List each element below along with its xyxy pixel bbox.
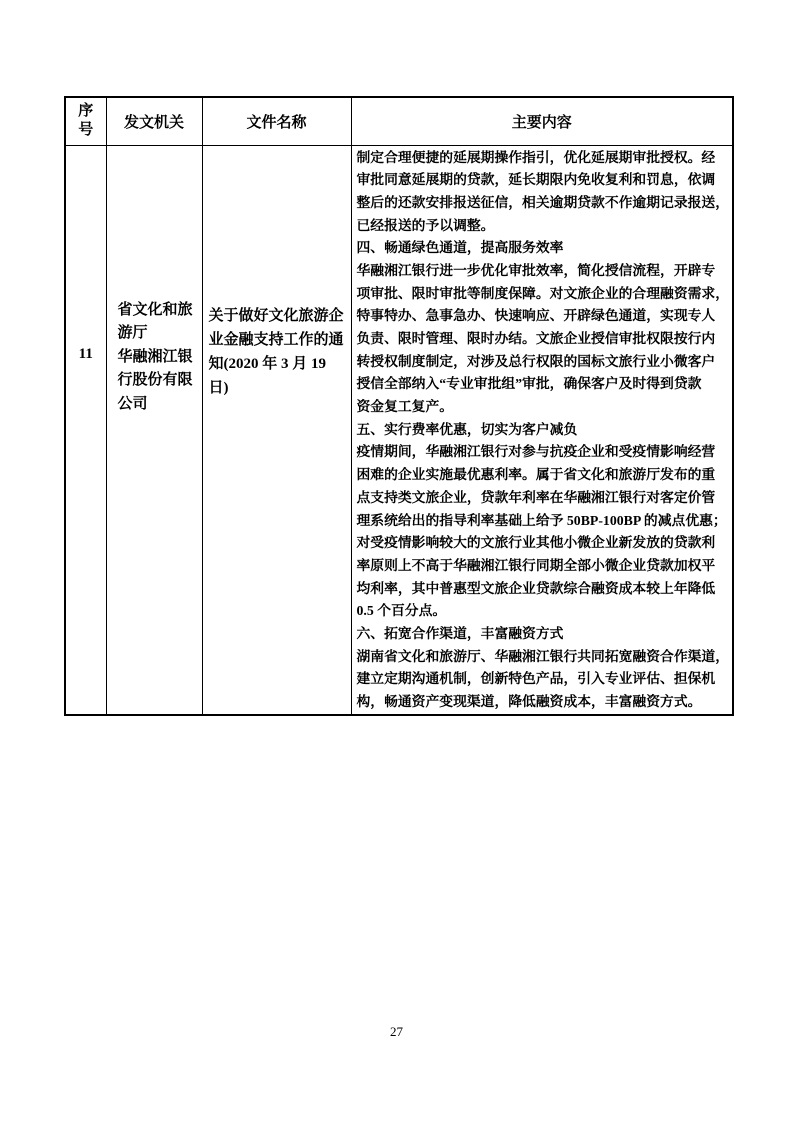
agency-text <box>118 299 200 417</box>
text-line: 省文化和旅 <box>117 301 193 318</box>
text-line: 率原则上不高于华融湘江银行同期全部小微企业贷款加权平 <box>356 557 716 573</box>
text-line: 资金复工复产。 <box>356 399 454 415</box>
text-line: 理系统给出的指导利率基础上给予 50BP-100BP 的减点优惠； <box>356 512 727 528</box>
cell-main-content <box>351 145 733 715</box>
cell-doc-name <box>202 145 351 715</box>
text-line: 转授权制度制定，对涉及总行权限的国标文旅行业小微客户 <box>356 353 716 369</box>
text-line: 均利率，其中普惠型文旅企业贷款综合融资成本较上年降低 <box>356 580 716 596</box>
text-line: 困难的企业实施最优惠利率。属于省文化和旅游厅发布的重 <box>356 467 716 483</box>
text-line: 知(2020 年 3 月 19 日) <box>208 355 326 396</box>
text-line: 对受疫情影响较大的文旅行业其他小微企业新发放的贷款利 <box>356 535 716 551</box>
text-line: 公司 <box>117 395 148 412</box>
header-cell-agency: 发文机关 <box>106 97 202 145</box>
text-line: 四、畅通绿色通道，提高服务效率 <box>356 240 564 256</box>
text-line: 特事特办、急事急办、快速响应、开辟绿色通道，实现专人 <box>356 308 716 324</box>
text-line: 构，畅通资产变现渠道，降低融资成本，丰富融资方式。 <box>356 694 702 709</box>
text-line: 建立定期沟通机制，创新特色产品，引入专业评估、担保机 <box>356 671 716 687</box>
text-line: 关于做好文化旅游企 <box>208 307 344 324</box>
header-cell-main-content: 主要内容 <box>351 97 733 145</box>
text-line: 制定合理便捷的延展期操作指引，优化延展期审批授权。经 <box>356 149 716 165</box>
text-line: 行股份有限 <box>117 372 193 388</box>
text-line: 疫情期间，华融湘江银行对参与抗疫企业和受疫情影响经营 <box>356 444 716 460</box>
text-line: 华融湘江银 <box>117 348 193 365</box>
cell-index <box>65 145 106 715</box>
text-line: 整后的还款安排报送征信，相关逾期贷款不作逾期记录报送， <box>356 194 730 210</box>
text-line: 项审批、限时审批等制度保障。对文旅企业的合理融资需求， <box>356 285 730 301</box>
table-row <box>65 145 733 715</box>
row-index-value: 11 <box>78 345 93 362</box>
text-line: 0.5 个百分点。 <box>356 603 447 619</box>
header-cell-index <box>65 97 106 145</box>
text-line: 六、拓宽合作渠道，丰富融资方式 <box>356 625 564 641</box>
text-line: 序 <box>78 103 94 120</box>
text-line: 湖南省文化和旅游厅、华融湘江银行共同拓宽融资合作渠道， <box>356 648 730 664</box>
doc-table <box>64 96 734 716</box>
text-line: 负责、限时管理、限时办结。文旅企业授信审批权限按行内 <box>356 331 716 346</box>
text-line: 已经报送的予以调整。 <box>356 217 495 233</box>
header-cell-doc-name: 文件名称 <box>202 97 351 145</box>
doc-name-text <box>209 304 349 400</box>
text-line: 号 <box>78 122 94 139</box>
cell-agency <box>106 145 202 715</box>
text-line: 五、实行费率优惠，切实为客户减负 <box>356 421 578 437</box>
text-line: 审批同意延展期的贷款，延长期限内免收复利和罚息，依调 <box>356 172 716 188</box>
text-line: 点支持类文旅企业，贷款年利率在华融湘江银行对客定价管 <box>356 489 716 505</box>
table-header-row <box>65 97 733 145</box>
text-line: 游厅 <box>117 325 148 341</box>
page-number: 27 <box>390 1024 403 1039</box>
text-line: 授信全部纳入“专业审批组”审批，确保客户及时得到贷款 <box>356 376 702 392</box>
text-line: 业金融支持工作的通 <box>208 331 344 348</box>
main-content-text <box>357 147 730 714</box>
text-line: 华融湘江银行进一步优化审批效率，简化授信流程，开辟专 <box>356 262 716 278</box>
